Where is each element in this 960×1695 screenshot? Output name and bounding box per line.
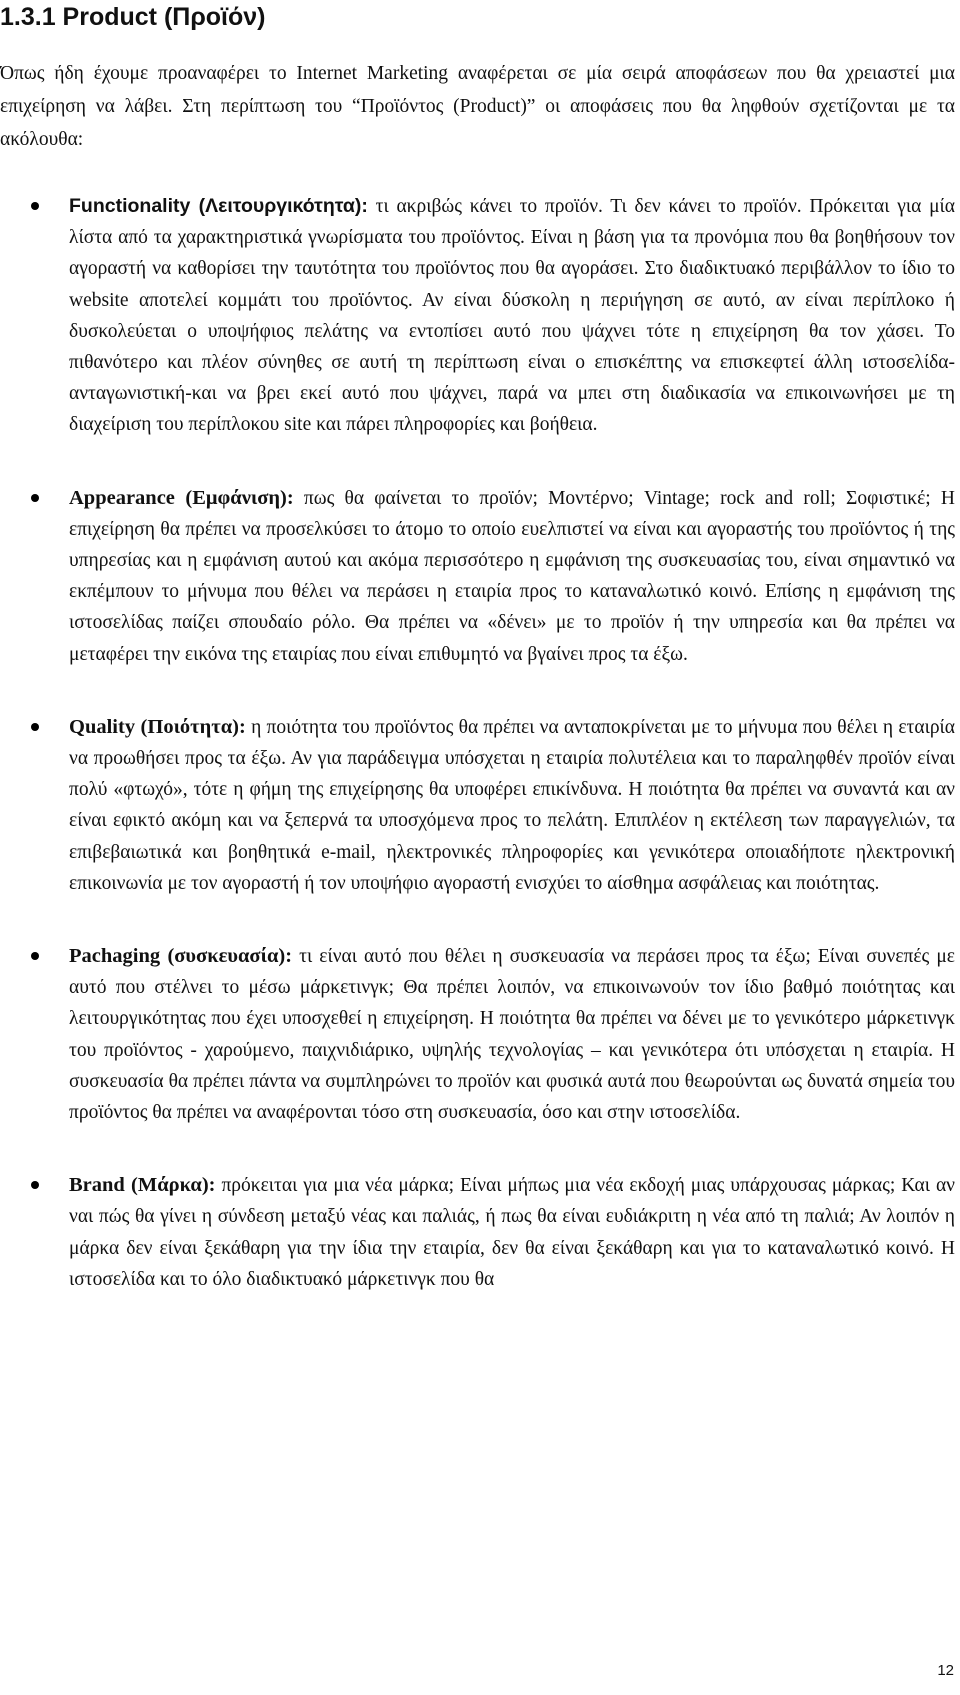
item-term: Quality (Ποιότητα):	[69, 715, 246, 738]
bullet-icon	[31, 952, 39, 960]
list-item-functionality	[0, 191, 955, 441]
list-item-packaging	[0, 941, 955, 1128]
item-term: Appearance (Εμφάνιση):	[69, 486, 294, 509]
item-text: τι είναι αυτό που θέλει η συσκευασία να περάσει προς τα έξω; Είναι συνεπές με αυτό που στέλνει το μέσω μάρκετινγκ; Θα πρέπει λοιπόν, να επικοινωνούν τον ίδιο βαθμό ποιότητας και λειτουργικότητας που έχει υποσχεθεί η επιχείρηση. Η ποιότητα θα πρέπει να δένει με το γενικότερο μάρκετινγκ του προϊόντος - χαρούμενο, παιχνιδιάρικο, υψηλής τεχνολογίας – και γενικότερα ότι υπόσχεται η εταιρία. Η συσκευασία θα πρέπει πάντα να συμπληρώνει το προϊόν και φυσικά αυτά που θεωρούνται ως δυνατά σημεία του προϊόντος θα πρέπει να αναφέρονται τόσο στη συσκευασία, όσο και στην ιστοσελίδα.	[69, 946, 955, 1124]
item-text: η ποιότητα του προϊόντος θα πρέπει να ανταποκρίνεται με το μήνυμα που θέλει η εταιρία να προωθήσει προς τα έξω. Αν για παράδειγμα υπόσχεται η εταιρία πολυτέλεια και το παραληφθέν προϊόν είναι πολύ «φτωχό», τότε η φήμη της επιχείρησης θα υποφέρει επικίνδυνα. Η ποιότητα θα πρέπει να συναντά και αν είναι εφικτό ακόμη και να ξεπερνά τα υποσχόμενα προς το πελάτη. Επιπλέον η εκτέλεση των παραγγελιών, τα επιβεβαιωτικά και βοηθητικά e-mail, ηλεκτρονικές πληροφορίες και γενικότερα οποιαδήποτε ηλεκτρονική επικοινωνία με τον αγοραστή ή τον υποψήφιο αγοραστή ενισχύει το αίσθημα ασφάλειας και ποιότητας.	[69, 716, 956, 894]
item-text: πρόκειται για μια νέα μάρκα; Είναι μήπως μια νέα εκδοχή μιας υπάρχουσας μάρκας; Και αν ναι πώς θα γίνει η σύνδεση μεταξύ νέας και παλιάς, ή πως θα είναι ευδιάκριτη η νέα από τη παλιά; Αν λοιπόν η μάρκα δεν είναι ξεκάθαρη για την ίδια την εταιρία, δεν θα είναι ξεκάθαρη και για το καταναλωτικό κοινό. Η ιστοσελίδα και το όλο διαδικτυακό μάρκετινγκ που θα	[69, 1175, 955, 1290]
product-criteria-list	[0, 191, 955, 1337]
bullet-icon	[31, 1181, 39, 1189]
bullet-icon	[31, 723, 39, 731]
section-heading: 1.3.1 Product (Προϊόν)	[0, 3, 266, 31]
bullet-icon	[31, 494, 39, 502]
intro-paragraph: Όπως ήδη έχουμε προαναφέρει το Internet Marketing αναφέρεται σε μία σειρά αποφάσεων που θα χρειαστεί μια επιχείρηση να λάβει. Στη περίπτωση του “Προϊόντος (Product)” οι αποφάσεις που θα ληφθούν σχετίζονται με τα ακόλουθα:	[0, 63, 955, 150]
item-text: τι ακριβώς κάνει το προϊόν. Τι δεν κάνει το προϊόν. Πρόκειται για μία λίστα από τα χαρακτηριστικά γνωρίσματα του προϊόντος. Είναι η βάση για τα προνόμια που θα βοηθήσουν τον αγοραστή να καθορίσει την ταυτότητα του προϊόντος που θα αγοράσει. Στο διαδικτυακό περιβάλλον το ίδιο το website αποτελεί κομμάτι του προϊόντος. Αν είναι δύσκολη η περιήγηση σε αυτό, αν είναι περίπλοκο ή δυσκολεύεται ο υποψήφιος πελάτης να εντοπίσει αυτό που ψάχνει τότε η επιχείρηση θα τον χάσει. Το πιθανότερο και πλέον σύνηθες σε αυτή τη περίπτωση είναι ο επισκέπτης να επισκεφτεί άλλη ιστοσελίδα-ανταγωνιστική-και να βρει εκεί αυτό που ψάχνει, παρά να μπει στη διαδικασία να επικοινωνήσει με τη διαχείριση του περίπλοκου site και πάρει πληροφορίες και βοήθεια.	[69, 196, 956, 436]
list-item-quality	[0, 712, 955, 899]
item-text: πως θα φαίνεται το προϊόν; Μοντέρνο; Vintage; rock and roll; Σοφιστικέ; Η επιχείρηση θα πρέπει να προσελκύσει το άτομο το οποίο ευελπιστεί να είναι και αγοραστής του προϊόντος ή της υπηρεσίας και η εμφάνιση αυτού και ακόμα περισσότερο η εμφάνιση της συσκευασίας του, είναι σημαντικό να εκπέμπουν το μήνυμα που θέλει να περάσει η εταιρία προς το καταναλωτικό κοινό. Επίσης η εμφάνιση της ιστοσελίδας παίζει σπουδαίο ρόλο. Θα πρέπει να «δένει» με το προϊόν ή την υπηρεσία και θα πρέπει να μεταφέρει την εικόνα της εταιρίας που είναι επιθυμητό να βγαίνει προς τα έξω.	[69, 487, 955, 665]
item-term: Brand (Μάρκα):	[69, 1174, 216, 1197]
list-item-appearance	[0, 483, 955, 670]
bullet-icon	[31, 202, 39, 210]
item-term: Functionality (Λειτουργικότητα):	[69, 195, 368, 217]
item-term: Pachaging (συσκευασία):	[69, 945, 293, 968]
list-item-brand	[0, 1170, 955, 1295]
page-number: 12	[937, 1662, 954, 1679]
